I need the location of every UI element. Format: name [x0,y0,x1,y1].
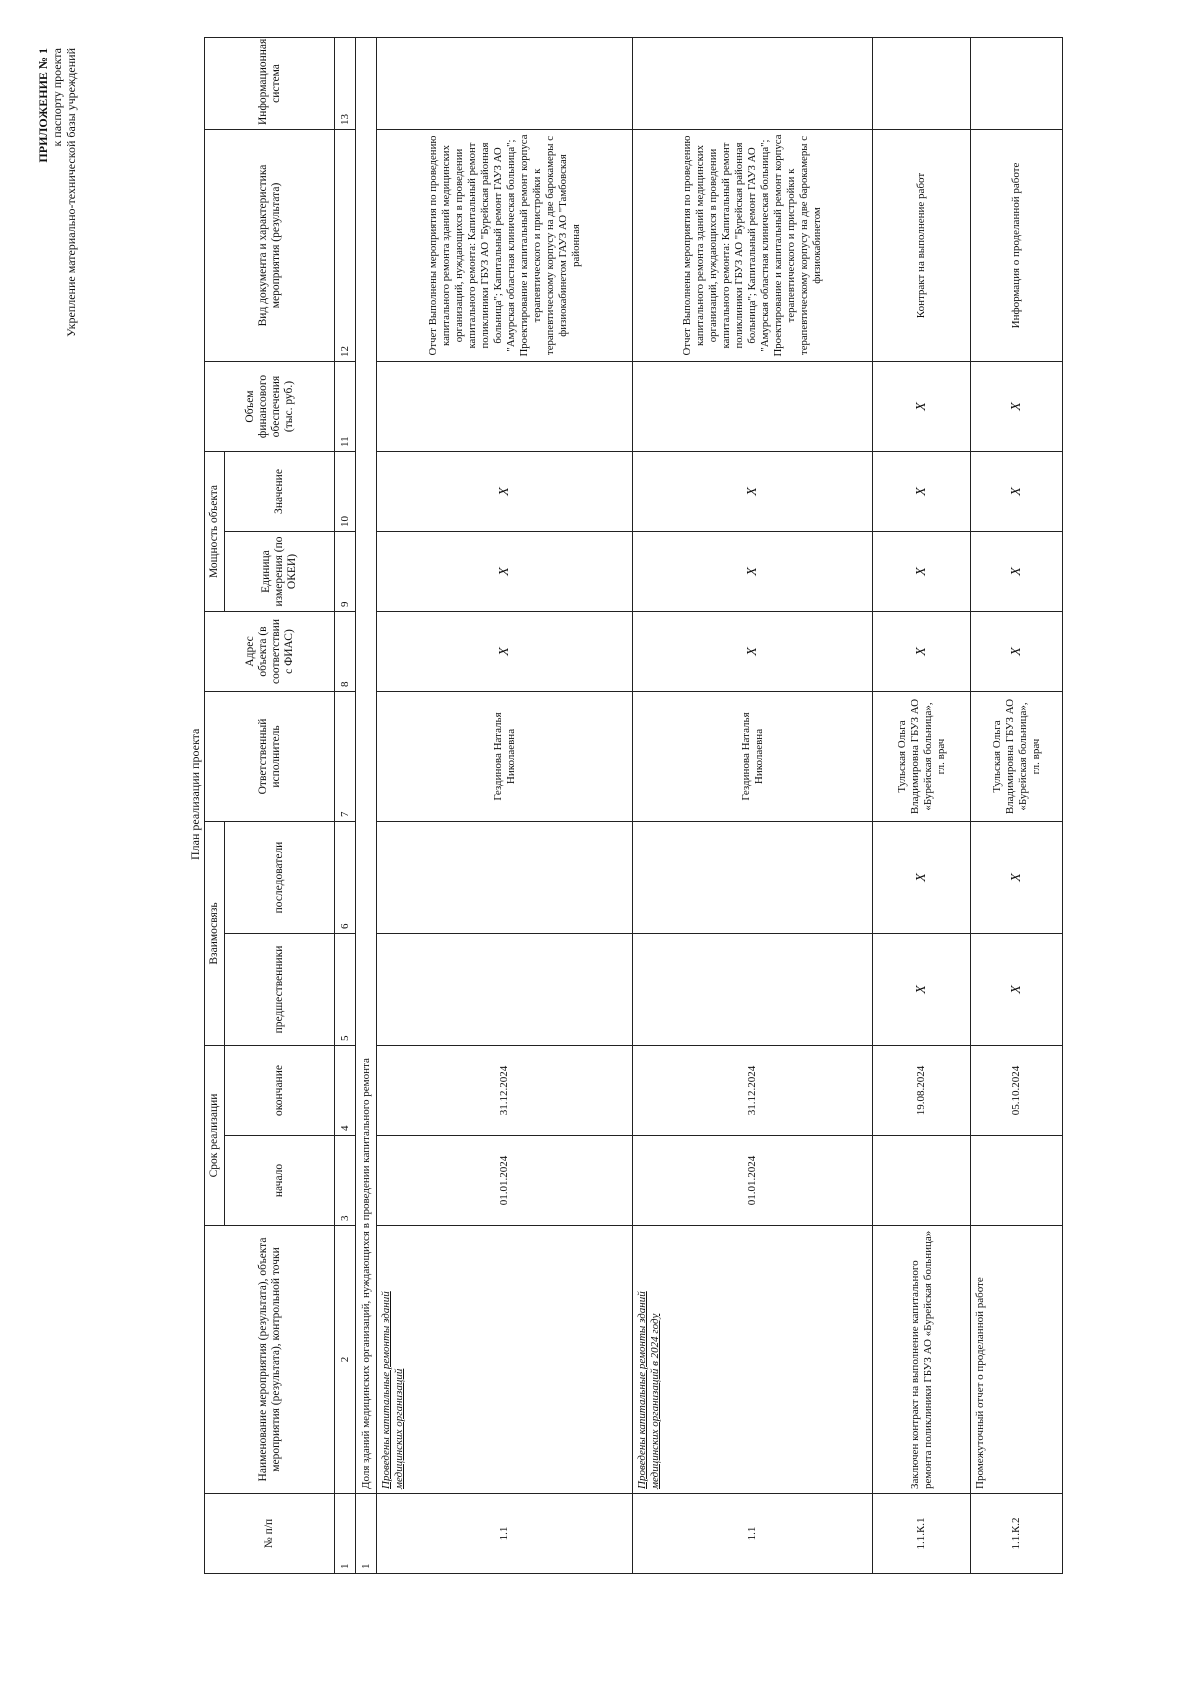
section-title: Доля зданий медицинских организаций, нуждающихся в проведении капитального ремонта [356,38,377,1494]
appendix-project: Укрепление материально-технической базы учреждений [64,48,78,337]
plan-table [204,37,1063,1574]
row-value: X [377,452,633,532]
row-name [633,1226,873,1494]
col-header-relation: Взаимосвязь [205,822,225,1046]
row-name-text: Проведены капитальные ремонты зданий медицинских организаций [380,1291,405,1489]
col-header-value: Значение [225,452,335,532]
row-responsible: Гездинова Наталья Николаевна [377,692,633,822]
plan-title: План реализации проекта [188,728,202,860]
row-name: Заключен контракт на выполнение капитального ремонта поликлиники ГБУЗ АО «Бурейская больница» [873,1226,971,1494]
row-document: Информация о проделанной работе [971,130,1063,362]
column-number: 12 [335,130,356,362]
row-infosystem [971,38,1063,130]
appendix-title: ПРИЛОЖЕНИЕ № 1 [36,48,50,163]
row-infosystem [377,38,633,130]
column-number: 10 [335,452,356,532]
row-unit: X [971,532,1063,612]
col-header-address: Адрес объекта (в соответствии с ФИАС) [205,612,335,692]
row-finance [377,362,633,452]
column-number: 1 [335,1494,356,1574]
column-number: 13 [335,38,356,130]
col-header-num: № п/п [205,1494,335,1574]
row-value: X [971,452,1063,532]
row-start [971,1136,1063,1226]
row-unit: X [873,532,971,612]
appendix-header [36,48,78,337]
row-infosystem [633,38,873,130]
row-value: X [633,452,873,532]
col-header-predecessors: предшественники [225,934,335,1046]
col-header-name: Наименование мероприятия (результата), объекта мероприятия (результата), контрольной точки [205,1226,335,1494]
table-row [971,38,1063,1574]
row-name: Промежуточный отчет о проделанной работе [971,1226,1063,1494]
col-header-start: начало [225,1136,335,1226]
row-num: 1.1.К.1 [873,1494,971,1574]
row-end: 31.12.2024 [633,1046,873,1136]
row-address: X [377,612,633,692]
col-header-infosystem: Информационная система [205,38,335,130]
table-row [873,38,971,1574]
row-finance: X [971,362,1063,452]
row-address: X [873,612,971,692]
row-address: X [971,612,1063,692]
column-number: 2 [335,1226,356,1494]
row-unit: X [377,532,633,612]
row-num: 1.1 [377,1494,633,1574]
row-end: 05.10.2024 [971,1046,1063,1136]
row-start: 01.01.2024 [377,1136,633,1226]
row-responsible: Тульская Ольга Владимировна ГБУЗ АО «Бурейская больница», гл. врач [873,692,971,822]
column-number: 4 [335,1046,356,1136]
row-value: X [873,452,971,532]
column-number: 11 [335,362,356,452]
section-row [356,38,377,1574]
row-predecessors: X [873,934,971,1046]
row-num: 1.1 [633,1494,873,1574]
row-name-text: Проведены капитальные ремонты зданий медицинских организаций в 2024 году [636,1291,661,1489]
col-header-unit: Единица измерения (по ОКЕИ) [225,532,335,612]
row-successors: X [873,822,971,934]
column-number-row [335,38,356,1574]
column-number: 5 [335,934,356,1046]
appendix-subtitle: к паспорту проекта [50,48,64,147]
row-responsible: Тульская Ольга Владимировна ГБУЗ АО «Бурейская больница», гл. врач [971,692,1063,822]
column-number: 9 [335,532,356,612]
column-number: 3 [335,1136,356,1226]
row-start [873,1136,971,1226]
row-num: 1.1.К.2 [971,1494,1063,1574]
col-header-responsible: Ответственный исполнитель [205,692,335,822]
table-row [633,38,873,1574]
row-predecessors: X [971,934,1063,1046]
col-header-term: Срок реализации [205,1046,225,1226]
row-start: 01.01.2024 [633,1136,873,1226]
row-end: 19.08.2024 [873,1046,971,1136]
row-successors [633,822,873,934]
col-header-successors: последователи [225,822,335,934]
col-header-finance: Объем финансового обеспечения (тыс. руб.) [205,362,335,452]
row-finance [633,362,873,452]
row-unit: X [633,532,873,612]
column-number: 7 [335,692,356,822]
column-number: 8 [335,612,356,692]
row-infosystem [873,38,971,130]
row-predecessors [377,934,633,1046]
row-name [377,1226,633,1494]
row-address: X [633,612,873,692]
row-end: 31.12.2024 [377,1046,633,1136]
column-number: 6 [335,822,356,934]
row-document: Отчет Выполнены мероприятия по проведению капитального ремонта зданий медицинских организаций, нуждающихся в проведении капитального ремонта: Капитальный ремонт поликлиники ГБУЗ АО "Бурейская районная больница"; Капитальный ремонт ГАУЗ АО "Амурская областная клиническая больница"; Проектирование и капитальный ремонт корпуса терапевтического и пристройки к терапевтическому корпусу на две барокамеры с физиокабинетом [633,130,873,362]
col-header-power: Мощность объекта [205,452,225,612]
section-number: 1 [356,1494,377,1574]
row-responsible: Гездинова Наталья Николаевна [633,692,873,822]
row-document: Контракт на выполнение работ [873,130,971,362]
row-successors: X [971,822,1063,934]
table-row [377,38,633,1574]
col-header-end: окончание [225,1046,335,1136]
row-finance: X [873,362,971,452]
row-predecessors [633,934,873,1046]
row-successors [377,822,633,934]
col-header-document: Вид документа и характеристика мероприятия (результата) [205,130,335,362]
row-document: Отчет Выполнены мероприятия по проведению капитального ремонта зданий медицинских организаций, нуждающихся в проведении капитального ремонта: Капитальный ремонт поликлиники ГБУЗ АО "Бурейская районная больница"; Капитальный ремонт ГАУЗ АО "Амурская областная клиническая больница"; Проектирование и капитальный ремонт корпуса терапевтического и пристройки к терапевтическому корпусу на две барокамеры с физиокабинетом ГАУЗ АО "Тамбовская районная [377,130,633,362]
